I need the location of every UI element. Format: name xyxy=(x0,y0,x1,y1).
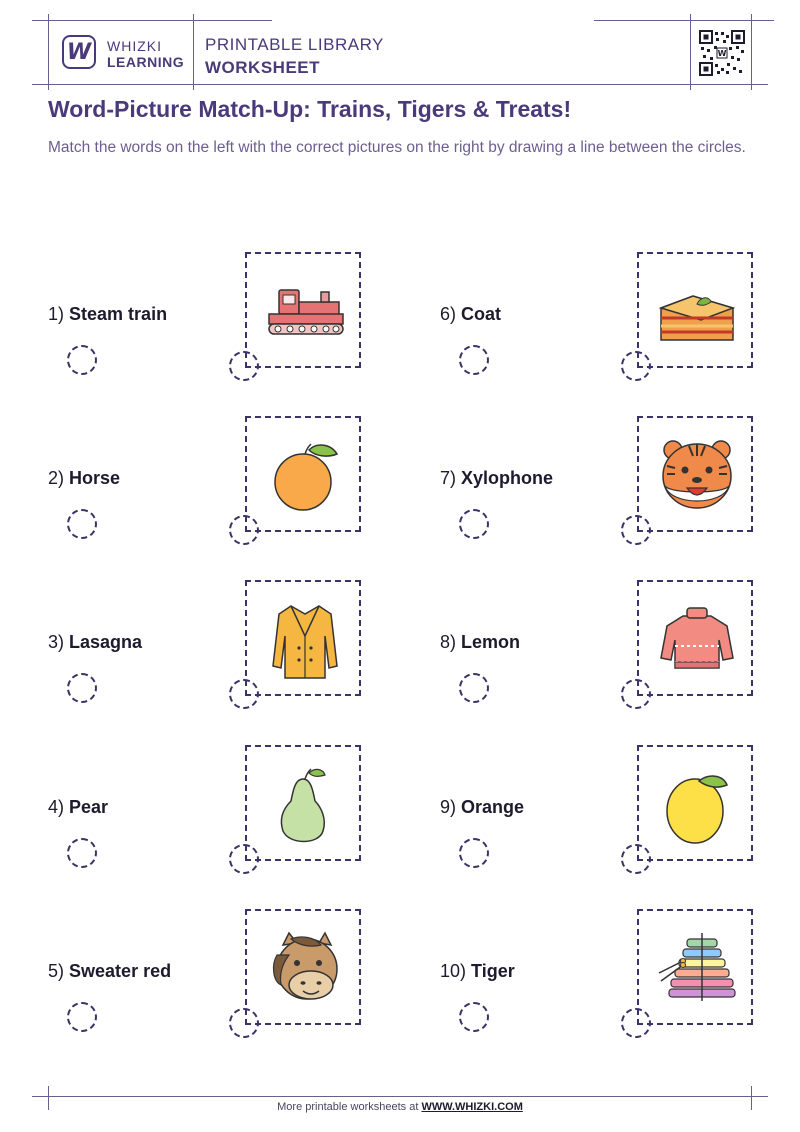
brand-subname: LEARNING xyxy=(107,54,185,70)
right-word-8: 8) Lemon xyxy=(440,632,521,652)
svg-text:W: W xyxy=(717,49,727,58)
left-picture-1-circle[interactable] xyxy=(229,351,259,381)
right-picture-8-circle[interactable] xyxy=(621,679,651,709)
right-picture-10-frame xyxy=(637,909,753,1025)
header-divider-far-right xyxy=(751,14,752,90)
orange-icon xyxy=(261,432,349,520)
left-picture-2-circle[interactable] xyxy=(229,515,259,545)
right-word-10-circle[interactable] xyxy=(459,1002,489,1032)
left-picture-5-frame xyxy=(245,909,361,1025)
right-picture-7-frame xyxy=(637,416,753,532)
header-divider-left xyxy=(48,14,49,90)
left-picture-3-frame xyxy=(245,580,361,696)
left-word-3-circle[interactable] xyxy=(67,673,97,703)
right-picture-6-frame xyxy=(637,252,753,368)
right-word-9: 9) Orange xyxy=(440,797,525,817)
left-picture-5-circle[interactable] xyxy=(229,1008,259,1038)
sweater-icon xyxy=(653,596,741,684)
lasagna-icon xyxy=(653,268,741,356)
header-top-rule-right xyxy=(594,20,774,21)
tiger-icon xyxy=(653,432,741,520)
right-word-10: 10) Tiger xyxy=(440,961,515,981)
worksheet-title: Word-Picture Match-Up: Trains, Tigers & Treats! xyxy=(48,96,572,122)
left-picture-2-frame xyxy=(245,416,361,532)
right-word-9-circle[interactable] xyxy=(459,838,489,868)
header-divider-mid xyxy=(193,14,194,90)
qr-code-icon xyxy=(699,30,745,76)
pear-icon xyxy=(261,761,349,849)
right-picture-8-frame xyxy=(637,580,753,696)
right-picture-9-circle[interactable] xyxy=(621,844,651,874)
left-word-4-circle[interactable] xyxy=(67,838,97,868)
whizki-logo: W xyxy=(62,35,96,69)
right-picture-7-circle[interactable] xyxy=(621,515,651,545)
left-picture-4-circle[interactable] xyxy=(229,844,259,874)
left-picture-3-circle[interactable] xyxy=(229,679,259,709)
right-word-6: 6) Coat xyxy=(440,304,502,324)
library-label: PRINTABLE LIBRARY xyxy=(205,35,384,54)
left-picture-1-frame xyxy=(245,252,361,368)
lemon-icon xyxy=(653,761,741,849)
xylophone-icon xyxy=(653,925,741,1013)
header-top-rule xyxy=(32,20,272,21)
footer xyxy=(0,1101,800,1113)
horse-icon xyxy=(261,925,349,1013)
left-word-5: 5) Sweater red xyxy=(48,961,172,981)
left-word-5-circle[interactable] xyxy=(67,1002,97,1032)
brand-name: WHIZKI xyxy=(107,38,162,54)
right-picture-10-circle[interactable] xyxy=(621,1008,651,1038)
left-word-3: 3) Lasagna xyxy=(48,632,143,652)
right-word-8-circle[interactable] xyxy=(459,673,489,703)
right-picture-9-frame xyxy=(637,745,753,861)
left-word-2-circle[interactable] xyxy=(67,509,97,539)
worksheet-label: WORKSHEET xyxy=(205,58,320,77)
toy-train-icon xyxy=(261,268,349,356)
right-word-7-circle[interactable] xyxy=(459,509,489,539)
left-word-2: 2) Horse xyxy=(48,468,121,488)
header-divider-right xyxy=(690,14,691,90)
left-picture-4-frame xyxy=(245,745,361,861)
footer-rule xyxy=(32,1096,768,1097)
header-bottom-rule xyxy=(32,84,768,85)
left-word-4: 4) Pear xyxy=(48,797,109,817)
coat-icon xyxy=(261,596,349,684)
worksheet-instructions: Match the words on the left with the correct pictures on the right by drawing a line between the circles. xyxy=(48,139,746,156)
left-word-1: 1) Steam train xyxy=(48,304,168,324)
footer-text: More printable worksheets at xyxy=(277,1101,422,1113)
left-word-1-circle[interactable] xyxy=(67,345,97,375)
footer-link[interactable]: WWW.WHIZKI.COM xyxy=(421,1101,523,1113)
right-word-6-circle[interactable] xyxy=(459,345,489,375)
right-picture-6-circle[interactable] xyxy=(621,351,651,381)
right-word-7: 7) Xylophone xyxy=(440,468,554,488)
